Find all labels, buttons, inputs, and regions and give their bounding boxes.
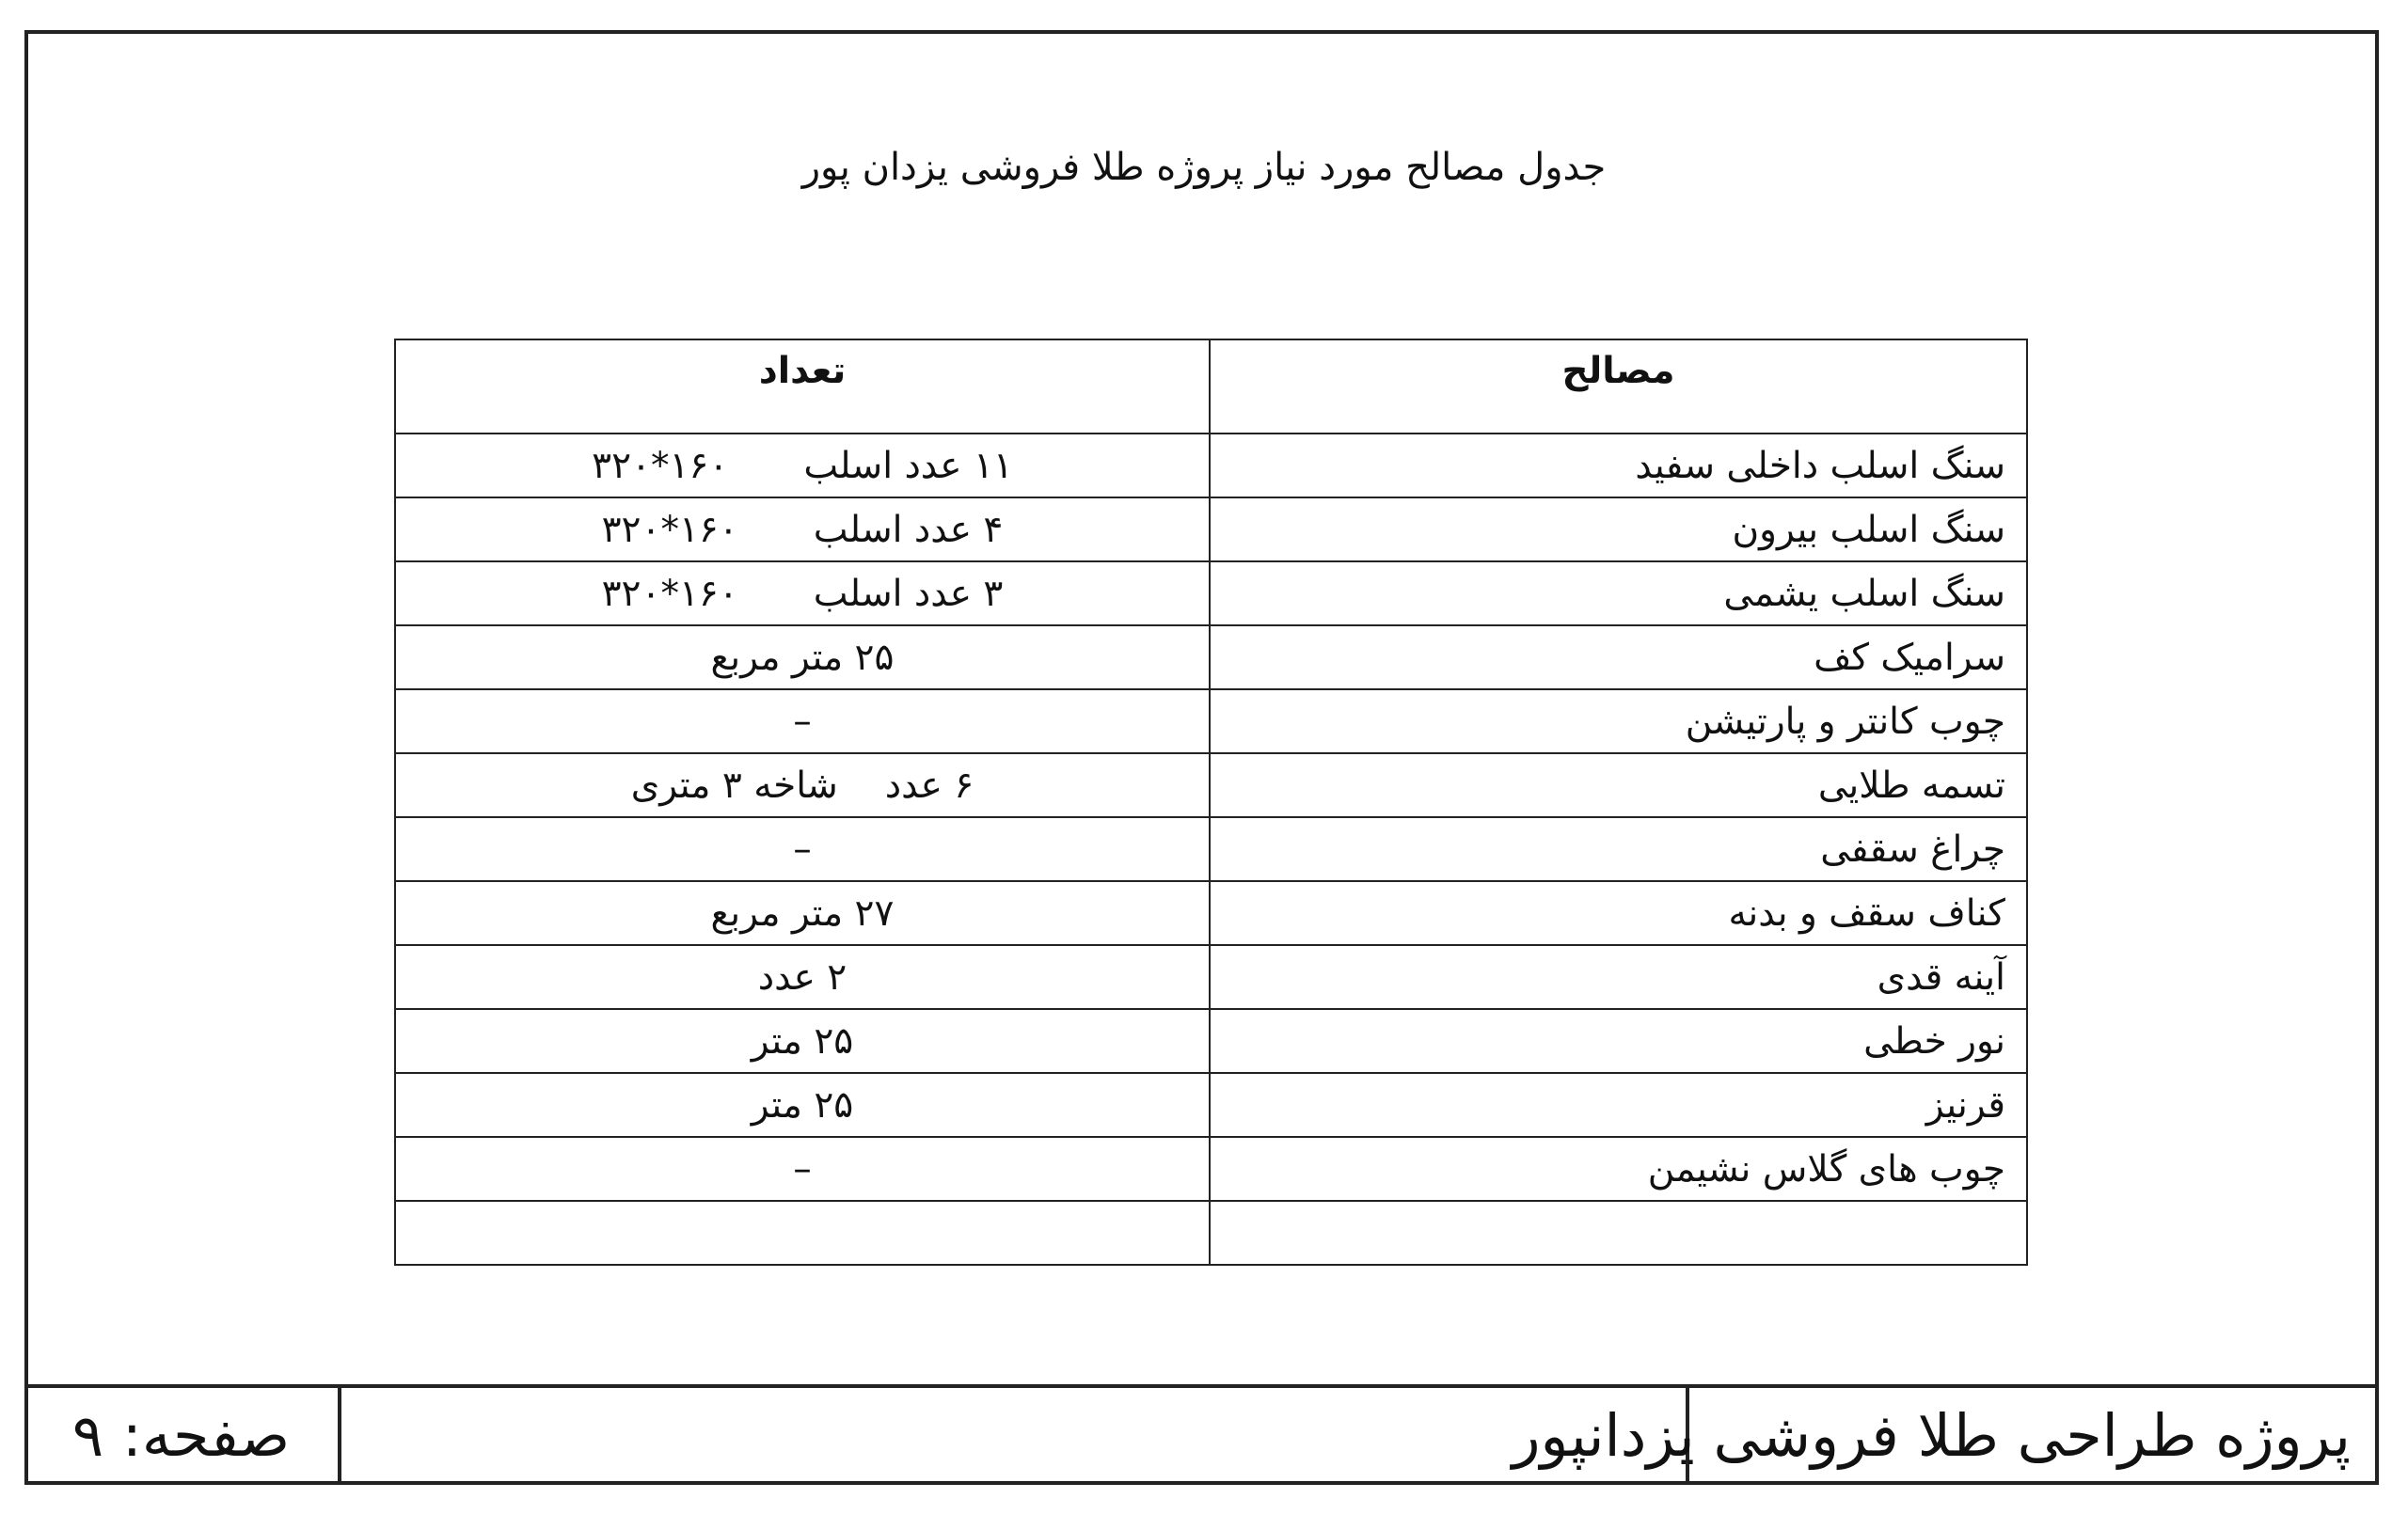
quantity-value: ۲۵ متر [751, 1019, 854, 1063]
table-row [395, 434, 2027, 497]
quantity-value: ۲۵ متر [751, 1083, 854, 1127]
material-cell: آینه قدی [1210, 945, 2027, 1009]
table-row [395, 881, 2027, 945]
table-row [395, 1073, 2027, 1137]
quantity-cell [395, 689, 1210, 753]
quantity-value: ۲۷ متر مربع [710, 891, 895, 935]
table-row [395, 753, 2027, 817]
table-row [395, 561, 2027, 625]
quantity-value: ۴ عدد اسلب [813, 508, 1004, 551]
quantity-value: ۲۵ متر مربع [710, 636, 895, 679]
footer-project-title: پروژه طراحی طلا فروشی یزدانپور [1512, 1401, 2351, 1470]
table-row [395, 945, 2027, 1009]
quantity-cell [395, 1009, 1210, 1073]
material-cell: سنگ اسلب یشمی [1210, 561, 2027, 625]
quantity-value: ۶ عدد [884, 764, 974, 807]
quantity-cell [395, 817, 1210, 881]
material-cell: قرنیز [1210, 1073, 2027, 1137]
quantity-detail: ۱۶۰*۳۲۰ [592, 444, 729, 487]
header-materials: مصالح [1210, 339, 2027, 434]
quantity-detail: ۱۶۰*۳۲۰ [601, 508, 738, 551]
footer-divider [338, 1388, 341, 1485]
material-cell: نور خطی [1210, 1009, 2027, 1073]
quantity-cell [395, 1201, 1210, 1265]
quantity-value: ۱۱ عدد اسلب [803, 444, 1013, 487]
document-title: جدول مصالح مورد نیاز پروژه طلا فروشی یزدان پور [801, 146, 1607, 189]
table-row [395, 1201, 2027, 1265]
quantity-value: ۳ عدد اسلب [813, 572, 1004, 615]
quantity-cell [395, 945, 1210, 1009]
material-cell: تسمه طلایی [1210, 753, 2027, 817]
quantity-value: – [793, 828, 812, 871]
quantity-value: – [793, 700, 812, 743]
table-row [395, 1009, 2027, 1073]
quantity-value: – [793, 1147, 812, 1191]
quantity-cell [395, 1073, 1210, 1137]
table-row [395, 689, 2027, 753]
quantity-detail: شاخه ۳ متری [630, 764, 838, 807]
material-cell: چراغ سقفی [1210, 817, 2027, 881]
quantity-cell [395, 561, 1210, 625]
quantity-cell [395, 881, 1210, 945]
materials-table [394, 339, 2028, 1266]
table-row [395, 1137, 2027, 1201]
quantity-cell [395, 497, 1210, 561]
quantity-cell [395, 625, 1210, 689]
table-row [395, 625, 2027, 689]
quantity-value: ۲ عدد [757, 955, 848, 999]
material-cell: سرامیک کف [1210, 625, 2027, 689]
footer-bar [24, 1384, 2379, 1485]
quantity-detail: ۱۶۰*۳۲۰ [601, 572, 738, 615]
material-cell: سنگ اسلب داخلی سفید [1210, 434, 2027, 497]
material-cell: سنگ اسلب بیرون [1210, 497, 2027, 561]
material-cell: کناف سقف و بدنه [1210, 881, 2027, 945]
table-row [395, 497, 2027, 561]
header-quantity: تعداد [395, 339, 1210, 434]
material-cell: چوب کانتر و پارتیشن [1210, 689, 2027, 753]
table-header-row [395, 339, 2027, 434]
table-row [395, 817, 2027, 881]
footer-page-number: صفحه: ۹ [71, 1401, 291, 1470]
material-cell [1210, 1201, 2027, 1265]
quantity-cell [395, 753, 1210, 817]
quantity-cell [395, 434, 1210, 497]
quantity-cell [395, 1137, 1210, 1201]
material-cell: چوب های گلاس نشیمن [1210, 1137, 2027, 1201]
